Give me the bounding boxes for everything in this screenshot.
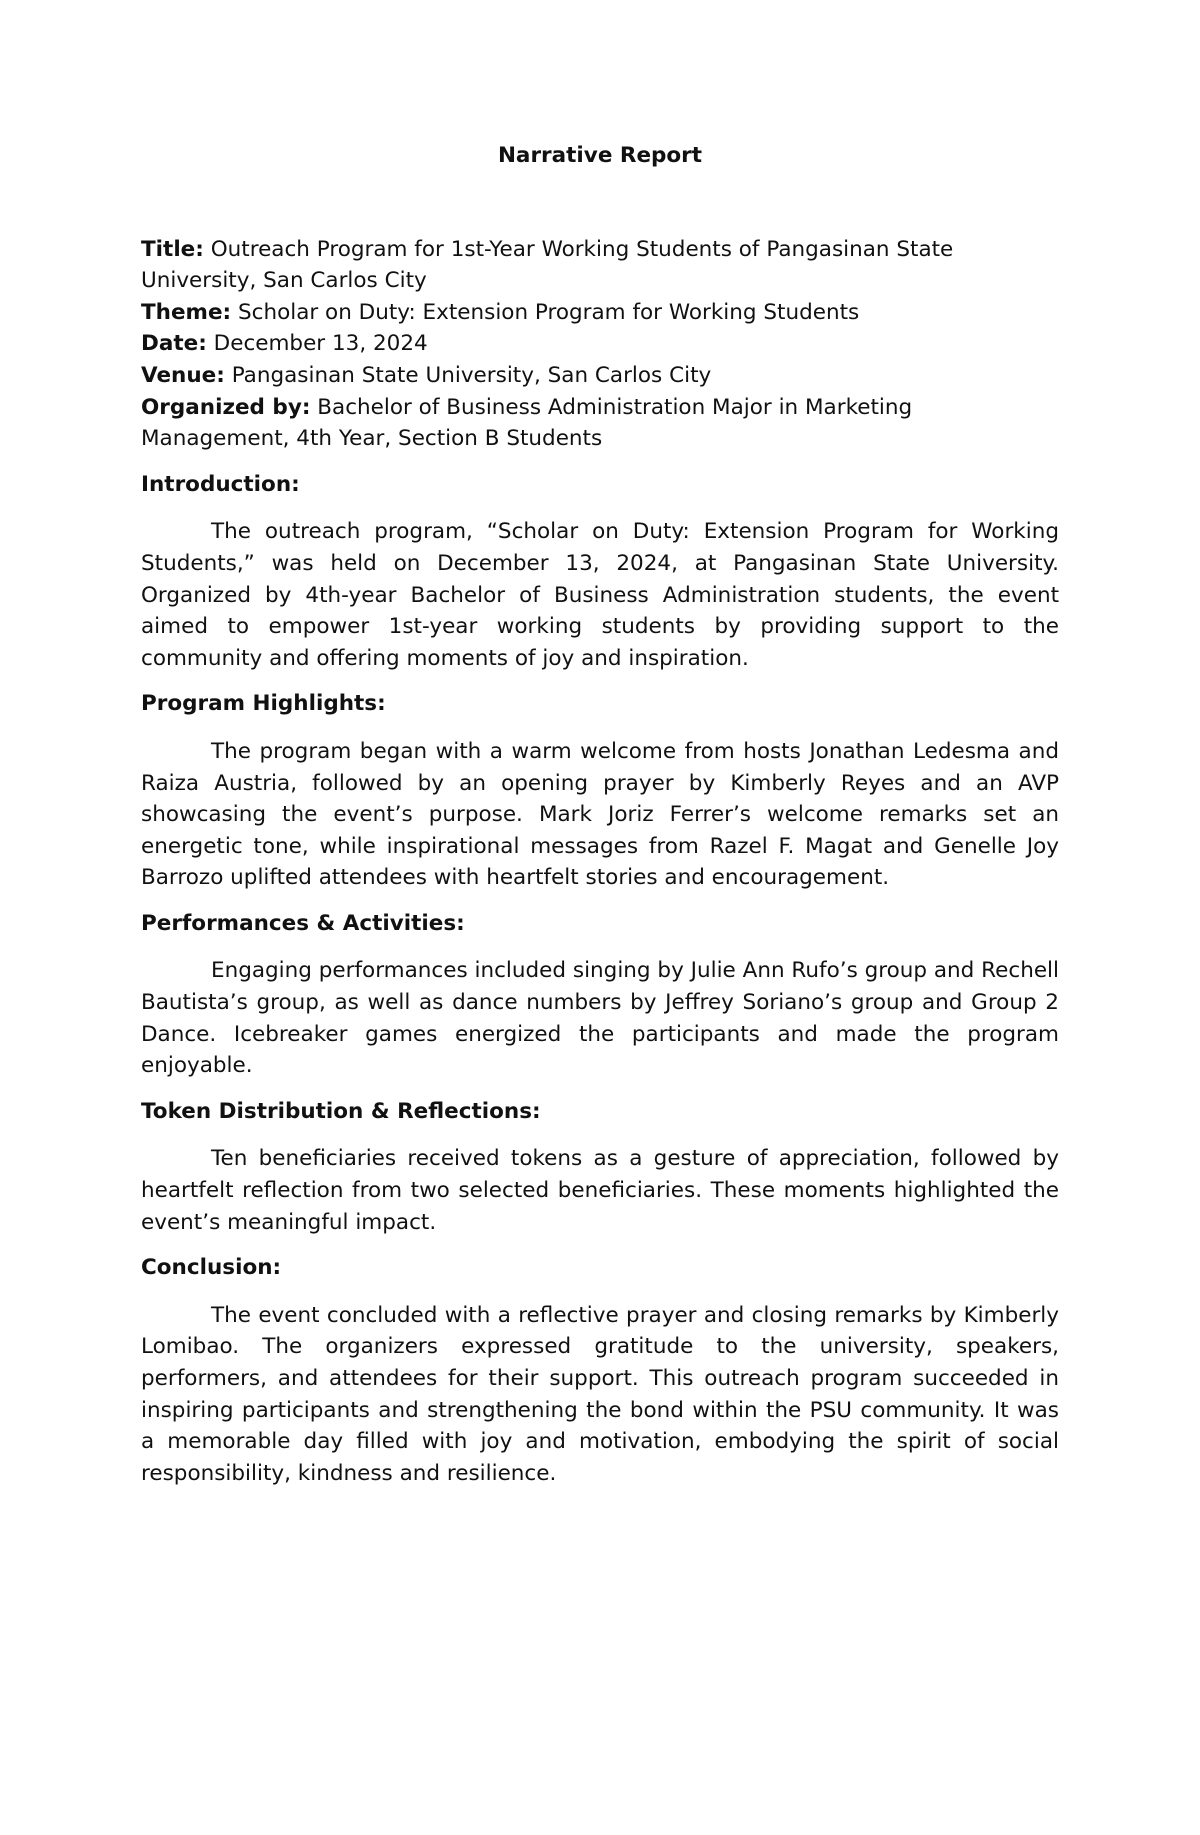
meta-date [141,328,1059,360]
meta-theme [141,297,1059,329]
document-title: Narrative Report [497,143,703,168]
section-heading: Performances & Activities: [141,910,465,936]
meta-label: Theme: [141,299,232,325]
section-body: The program began with a warm welcome from hosts Jonathan Ledesma and Raiza Austria, followed by an opening prayer by Kimberly Reyes and an AVP showcasing the event’s purpose. Mark Joriz Ferrer’s welcome remarks set an energetic tone, while inspirational messages from Razel F. Magat and Genelle Joy Barrozo uplifted attendees with heartfelt stories and encouragement. [141,738,1059,891]
section-introduction [141,469,1059,675]
meta-organizer [141,392,1059,455]
section-performances [141,908,1059,1082]
document-metadata [141,234,1059,455]
meta-value: Bachelor of Business Administration Major in Marketing Management, 4th Year, Section B Students [141,394,913,452]
section-body: Ten beneficiaries received tokens as a gesture of appreciation, followed by heartfelt reflection from two selected beneficiaries. These moments highlighted the event’s meaningful impact. [141,1146,1059,1235]
meta-label: Organized by: [141,394,311,420]
section-heading: Introduction: [141,471,300,497]
meta-label: Venue: [141,362,225,388]
meta-label: Title: [141,236,204,262]
section-heading: Token Distribution & Reflections: [141,1098,541,1124]
meta-label: Date: [141,331,207,357]
meta-value: Pangasinan State University, San Carlos City [231,362,712,388]
section-token-distribution [141,1096,1059,1238]
section-body: The outreach program, “Scholar on Duty: Extension Program for Working Students,” was held on December 13, 2024, at Pangasinan State University. Organized by 4th-year Bachelor of Business Administration students, the event aimed to empower 1st-year working students by providing support to the community and offering moments of joy and inspiration. [141,519,1059,671]
meta-value: December 13, 2024 [213,331,428,357]
section-body: The event concluded with a reflective prayer and closing remarks by Kimberly Lomibao. The organizers expressed gratitude to the university, speakers, performers, and attendees for their support. This outreach program succeeded in inspiring participants and strengthening the bond within the PSU community. It was a memorable day filled with joy and motivation, embodying the spirit of social responsibility, kindness and resilience. [141,1302,1059,1486]
meta-title [141,234,1059,297]
section-heading: Conclusion: [141,1255,282,1281]
section-program-highlights [141,688,1059,894]
section-heading: Program Highlights: [141,691,386,717]
meta-value: Scholar on Duty: Extension Program for Working Students [237,299,860,325]
document-page [141,140,1059,1503]
section-body: Engaging performances included singing by Julie Ann Rufo’s group and Rechell Bautista’s group, as well as dance numbers by Jeffrey Soriano’s group and Group 2 Dance. Icebreaker games energized the participants and made the program enjoyable. [141,958,1059,1079]
meta-venue [141,360,1059,392]
section-conclusion [141,1252,1059,1489]
meta-value: Outreach Program for 1st-Year Working Students of Pangasinan State University, San Carlos City [141,236,954,294]
